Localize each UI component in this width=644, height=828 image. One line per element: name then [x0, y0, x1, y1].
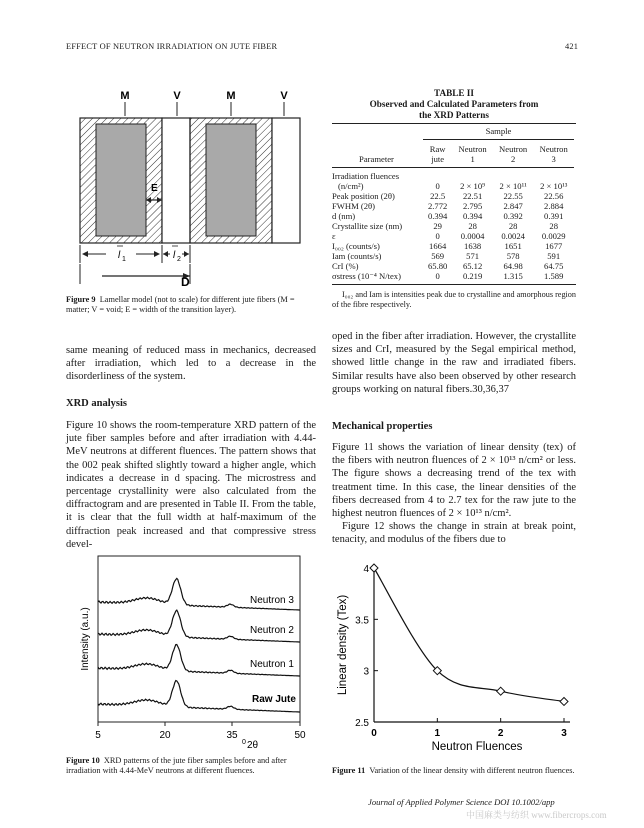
table2-cell: 2 × 10¹³ [540, 181, 568, 191]
table2-cell: 0 [435, 271, 440, 281]
table2-param-name: (n/cm²) [338, 181, 364, 191]
figure11-caption-label: Figure 11 [332, 766, 366, 775]
y-tick-label: 4 [363, 564, 369, 575]
figure10-caption-label: Figure 10 [66, 756, 100, 765]
paragraph: same meaning of reduced mass in mechanics, decreased after irradiation, which led to a decrease in the disorderliness of the system. [66, 345, 316, 383]
table2-param-name: ε [332, 231, 336, 241]
table2-cell: 1677 [545, 241, 563, 251]
table2-param-name: Crystallite size (nm) [332, 221, 403, 231]
table2-grid [332, 124, 574, 284]
fig9-label-m2: M [226, 90, 236, 102]
table-row [332, 271, 574, 284]
x-axis-label: Neutron Fluences [431, 741, 523, 753]
left-column-top [66, 344, 316, 384]
data-point [370, 564, 378, 572]
svg-text:l: l [118, 250, 121, 261]
fig10-xtick: 35 [226, 730, 238, 741]
table2-param-name: I₀₀₂ (counts/s) [332, 241, 380, 251]
figure9-caption-label: Figure 9 [66, 295, 96, 304]
table2-cell: 0 [435, 231, 440, 241]
table-row [332, 221, 574, 231]
table2-cell: 28 [549, 221, 558, 231]
table2-cell: 578 [506, 251, 520, 261]
table2-cell: 1638 [464, 241, 482, 251]
table2-title-line1: Observed and Calculated Parameters from [369, 99, 539, 109]
series-line [374, 568, 564, 702]
table2-cell: 2.884 [544, 201, 564, 211]
table2-footnote: I₀₀₂ and Iam is intensities peak due to crystalline and amorphous region of the fibre respectively. [332, 290, 576, 309]
table-row [332, 231, 574, 241]
table2-cell: 0.219 [462, 271, 483, 281]
paragraph: Figure 12 shows the change in strain at break point, tenacity, and modulus of the fibers due to [332, 521, 576, 546]
fig9-label-v2: V [280, 90, 288, 102]
fig10-xtick: 5 [95, 730, 101, 741]
x-tick-label: 2 [497, 728, 504, 739]
table2-cell: 22.56 [544, 191, 564, 201]
table-row [332, 251, 574, 261]
fig10-curve-label-raw: Raw Jute [252, 694, 296, 705]
fig10-curve-label-neutron3: Neutron 3 [250, 595, 294, 606]
table2-cell: 22.51 [462, 191, 483, 201]
table-row [332, 211, 574, 221]
table2-col-header: Neutron [458, 144, 487, 154]
table2-cell [423, 168, 452, 182]
fig10-xtick: 20 [159, 730, 171, 741]
table2 [332, 123, 576, 310]
svg-text:2: 2 [177, 256, 181, 263]
table2-cell [452, 168, 493, 182]
table2-cell: 65.80 [427, 261, 448, 271]
table2-title-line2: the XRD Patterns [419, 110, 489, 120]
table-row [332, 191, 574, 201]
table2-label: TABLE II [434, 88, 474, 98]
table2-cell: 65.12 [462, 261, 483, 271]
table2-cell: 0.391 [544, 211, 564, 221]
x-tick-label: 1 [434, 728, 441, 739]
table-row [332, 168, 574, 182]
table2-cell: 22.5 [430, 191, 446, 201]
running-title: EFFECT OF NEUTRON IRRADIATION ON JUTE FIBER [66, 42, 278, 51]
table2-title [332, 88, 576, 121]
table2-col-header: Raw [429, 144, 446, 154]
table2-cell: 1.315 [503, 271, 523, 281]
table2-cell: 0.0004 [460, 231, 485, 241]
fig9-label-m1: M [120, 90, 130, 102]
table2-param-name: Iam (counts/s) [332, 251, 382, 261]
table2-cell: 29 [433, 221, 442, 231]
table2-cell [533, 168, 574, 182]
table2-cell: 1664 [429, 241, 447, 251]
table-row [332, 181, 574, 191]
fig10-curve-label-neutron1: Neutron 1 [250, 659, 294, 670]
y-axis-label: Linear density (Tex) [337, 594, 349, 696]
table2-col-header: 2 [510, 154, 516, 164]
page-number: 421 [565, 42, 579, 51]
table2-cell: 2.795 [462, 201, 483, 211]
section-heading-mechanical: Mechanical properties [332, 421, 433, 432]
figure11-caption-text: Variation of the linear density with different neutron fluences. [369, 766, 575, 775]
table2-cell: 1651 [504, 241, 522, 251]
data-point [560, 697, 568, 705]
table2-cell: 569 [431, 251, 445, 261]
data-point [497, 687, 505, 695]
table2-cell: 28 [508, 221, 518, 231]
watermark: 中国麻类与纺织 www.fibercrops.com [466, 810, 607, 820]
x-tick-label: 0 [371, 728, 377, 739]
y-tick-label: 3 [363, 666, 369, 678]
table2-cell: 1.589 [544, 271, 564, 281]
figure10-xrd-chart [66, 552, 316, 752]
table2-param-name: Peak position (2θ) [332, 191, 395, 201]
svg-text:l: l [173, 250, 176, 261]
table2-cell: 28 [468, 221, 477, 231]
table-row [332, 201, 574, 211]
paragraph: oped in the fiber after irradiation. However, the crystallite sizes and CrI, measured by the Segal empirical method, showed little change in the raw and irradiated fibers. Similar results have also been observed by other research groups working on natural fibers.30,36,37 [332, 331, 576, 395]
table2-cell: 64.98 [503, 261, 523, 271]
fig9-label-e: E [151, 183, 158, 194]
figure10-caption-text: XRD patterns of the jute fiber samples before and after irradiation with 4.44-MeV neutrons at different fluences. [66, 756, 287, 775]
figure9-caption-text: Lamellar model (not to scale) for different jute fibers (M = matter; V = void; E = width of the transition layer). [66, 295, 295, 314]
table2-cell: 0.0029 [541, 231, 566, 241]
table2-param-name: Irradiation fluences [332, 171, 400, 181]
table2-cell: 0 [435, 181, 440, 191]
table2-cell: 0.394 [462, 211, 483, 221]
svg-text:0: 0 [242, 739, 246, 746]
figure9-caption [66, 295, 316, 315]
y-tick-label: 2.5 [355, 718, 369, 729]
table2-col-header: 3 [551, 154, 556, 164]
svg-text:1: 1 [122, 256, 126, 263]
table2-col-header: Neutron [499, 144, 528, 154]
figure9-lamellar-model [66, 88, 316, 293]
fig10-ylabel: Intensity (a.u.) [80, 607, 91, 671]
figure11-caption [332, 766, 582, 776]
paragraph: Figure 10 shows the room-temperature XRD pattern of the jute fiber samples before and after irradiation with 4.44-MeV neutrons at different fluences. The pattern shows that the 002 peak shifted slightly toward a higher angle, which indicates a decrease in d spacing. The microstress and percentage crystallinity were also calculated from the diffractogram and are presented in Table II. From the table, it is clear that the full width at half-maximum of the diffraction peak increased and that compressive stress devel- [66, 420, 316, 550]
table2-param-name: d (nm) [332, 211, 356, 221]
paragraph: Figure 11 shows the variation of linear density (tex) of the fibers with neutron fluences of 2 × 10¹³ n/cm² or less. The figure shows a decreasing trend of the tex with treatment time. In this case, the linear densities of the fibers decreased from 4 to 2.7 tex for the raw jute to the highest neutron fluences of 2 × 10¹³ n/cm². [332, 442, 576, 520]
fig10-curve-label-neutron2: Neutron 2 [250, 625, 294, 636]
figure10-caption [66, 756, 316, 776]
journal-footer: Journal of Applied Polymer Science DOI 10.1002/app [368, 797, 555, 807]
table2-cell [493, 168, 534, 182]
table2-col-header: Neutron [539, 144, 568, 154]
table2-param-header: Parameter [359, 154, 394, 164]
table2-param-name: σstress (10⁻⁴ N/tex) [332, 271, 401, 281]
table2-cell: 0.0024 [501, 231, 525, 241]
table-row [332, 261, 574, 271]
table2-cell: 591 [547, 251, 561, 261]
right-column-mechanical [332, 441, 576, 547]
table2-sample-header: Sample [423, 124, 574, 140]
table2-cell: 2 × 10¹¹ [499, 181, 527, 191]
x-tick-label: 3 [561, 728, 567, 739]
fig10-xlabel: 2θ [247, 740, 259, 751]
table2-param-name: CrI (%) [332, 261, 359, 271]
right-column-top [332, 330, 576, 396]
table2-cell: 2.847 [503, 201, 523, 211]
y-tick-label: 3.5 [355, 615, 369, 627]
left-column-xrd [66, 419, 316, 551]
table2-cell: 64.75 [544, 261, 564, 271]
table2-cell: 2.772 [427, 201, 448, 211]
fig10-xtick: 50 [294, 730, 306, 741]
table2-col-header: 1 [470, 154, 475, 164]
table2-param-name: FWHM (2θ) [332, 201, 376, 211]
table2-col-header: jute [431, 154, 445, 164]
table2-cell: 571 [466, 251, 480, 261]
table2-cell: 0.394 [427, 211, 448, 221]
fig9-label-d: D [181, 275, 190, 289]
table2-cell: 22.55 [503, 191, 523, 201]
section-heading-xrd: XRD analysis [66, 398, 127, 409]
table2-cell: 2 × 10⁹ [460, 181, 486, 191]
figure11-linear-density-chart [332, 562, 582, 758]
table2-cell: 0.392 [503, 211, 523, 221]
table-row [332, 241, 574, 251]
fig9-label-v1: V [173, 90, 181, 102]
